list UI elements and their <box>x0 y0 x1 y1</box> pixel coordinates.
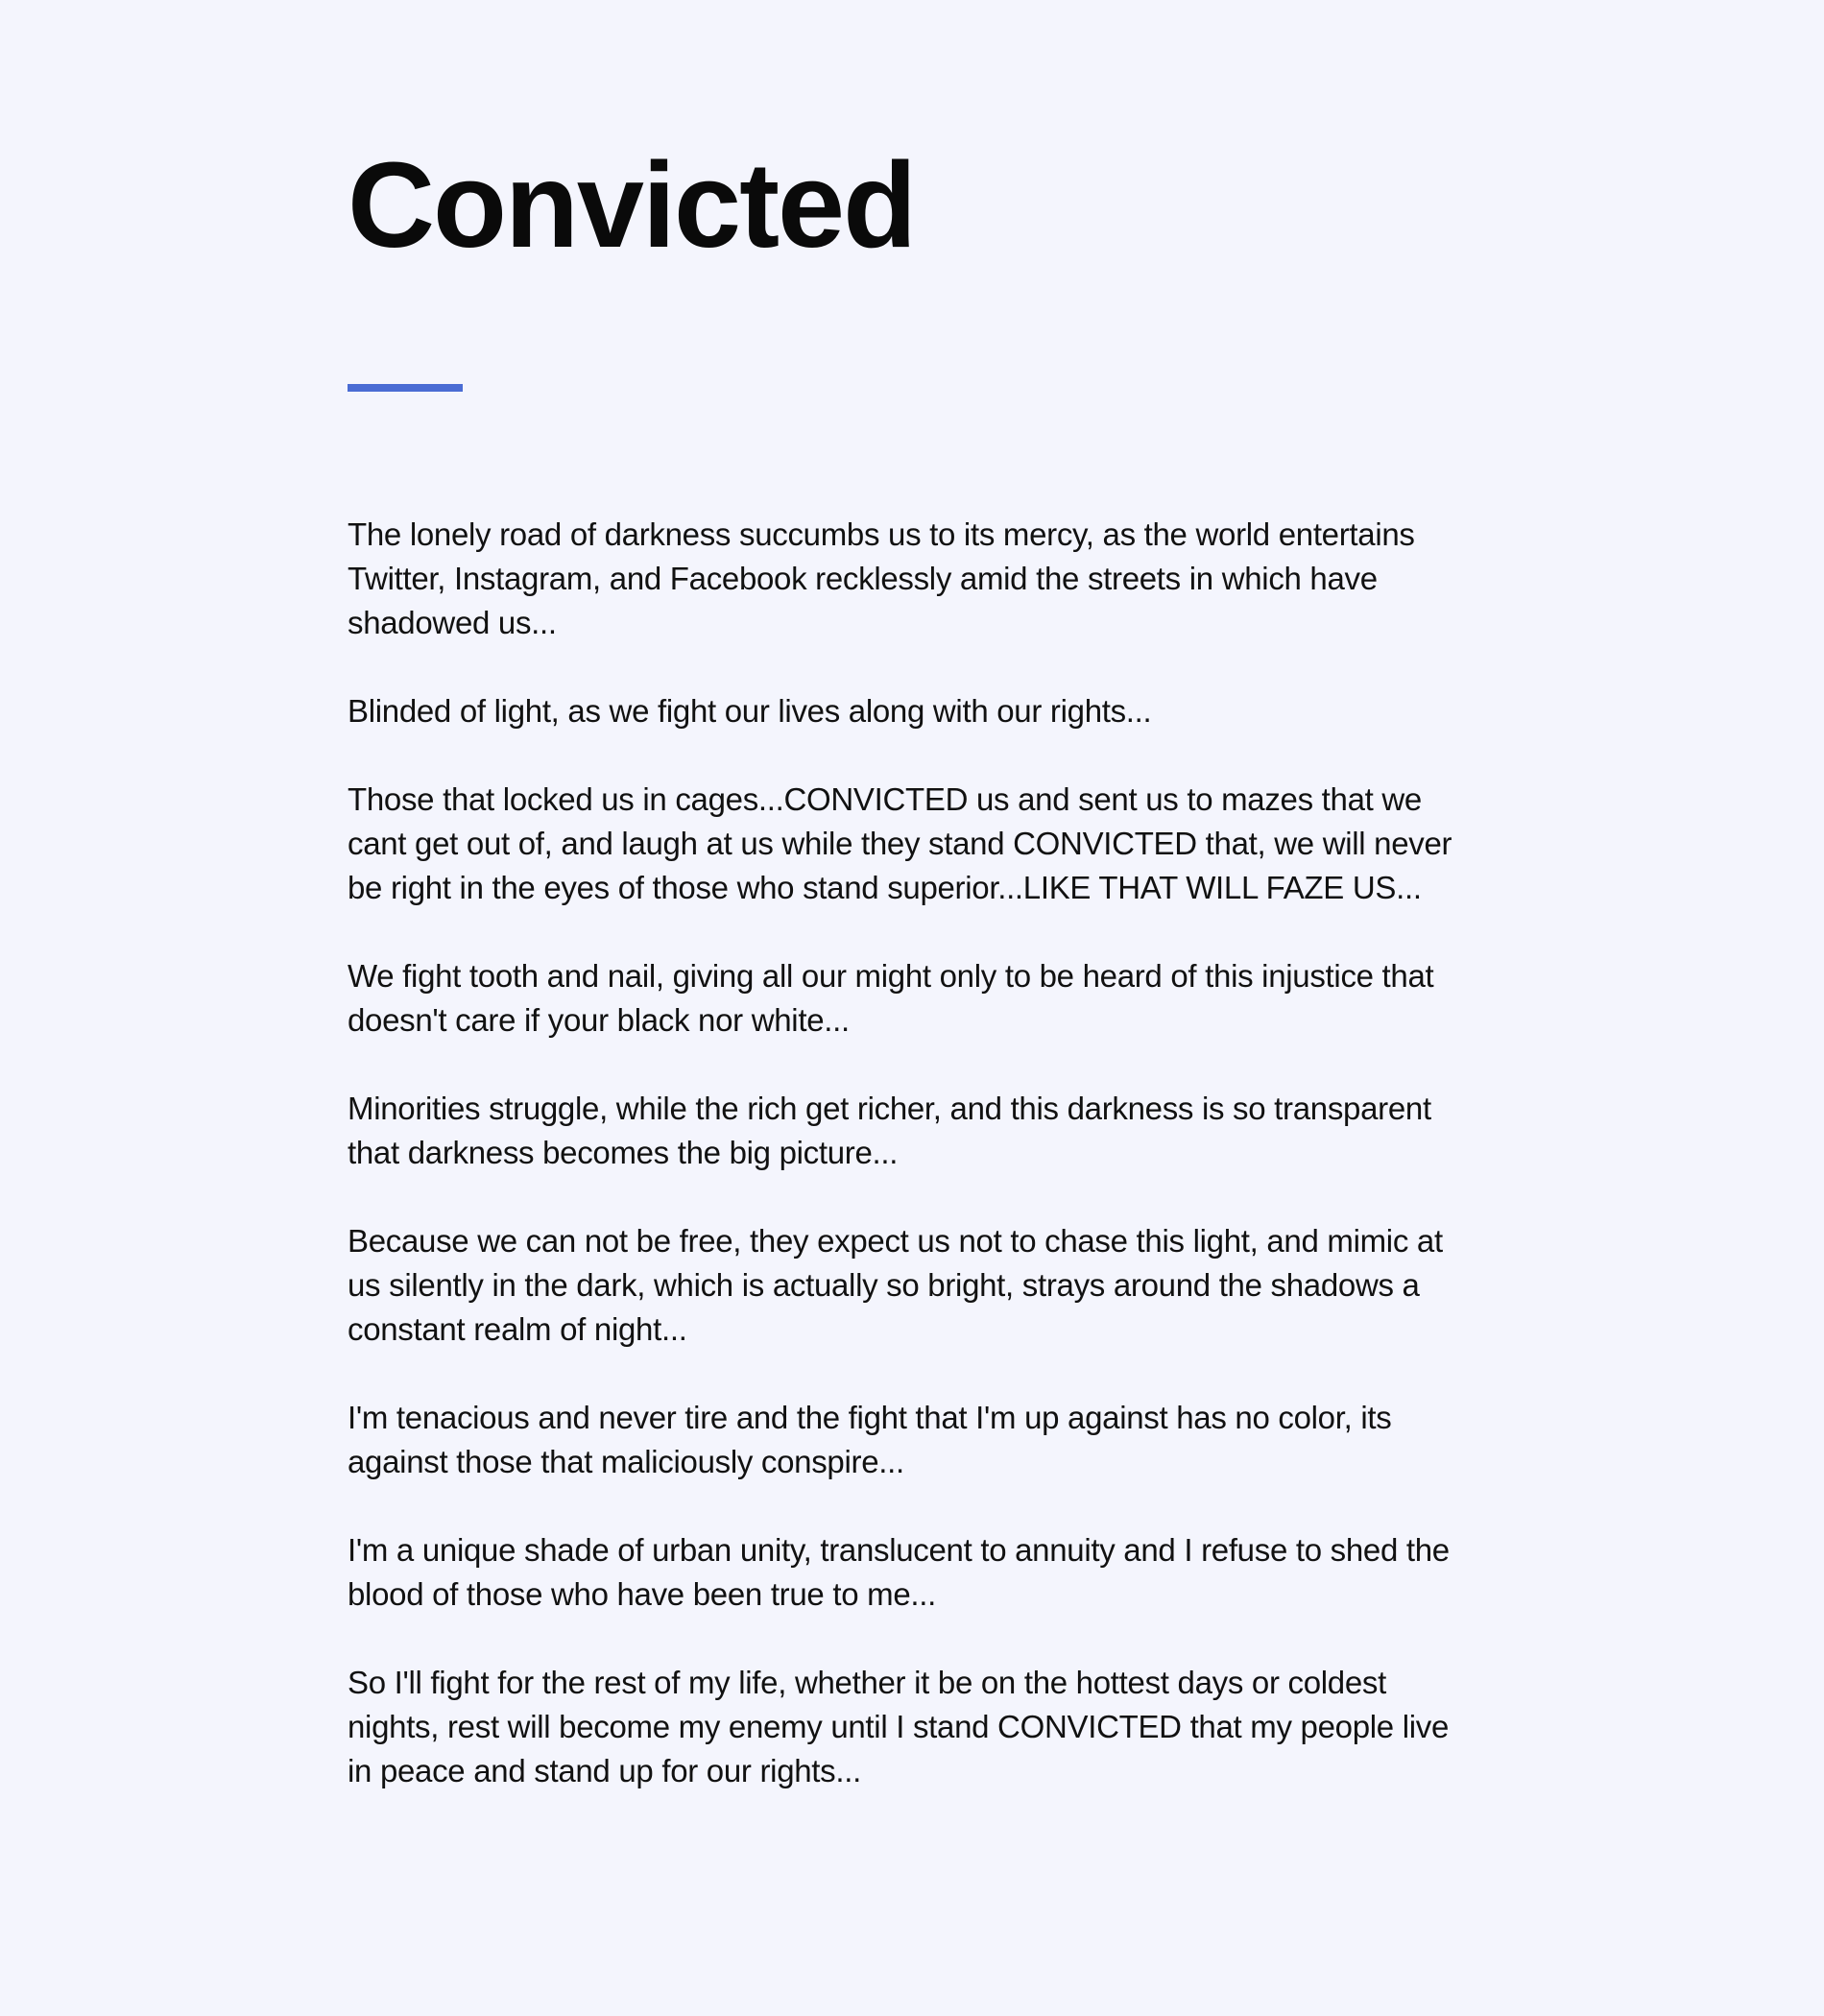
paragraph: The lonely road of darkness succumbs us to its mercy, as the world entertains Twitter, Instagram, and Facebook recklessly amid the streets in which have shadowed us... <box>348 516 1415 640</box>
paragraph: Those that locked us in cages...CONVICTED us and sent us to mazes that we cant get out of, and laugh at us while they stand CONVICTED that, we will never be right in the eyes of those who stand superior...LIKE THAT WILL FAZE US... <box>348 781 1452 905</box>
paragraph: Blinded of light, as we fight our lives along with our rights... <box>348 693 1152 729</box>
article-title: Convicted <box>348 137 916 273</box>
paragraph: I'm a unique shade of urban unity, translucent to annuity and I refuse to shed the blood of those who have been true to me... <box>348 1532 1450 1612</box>
paragraph: So I'll fight for the rest of my life, whether it be on the hottest days or coldest nights, rest will become my enemy until I stand CONVICTED that my people live in peace and stand up for our rights... <box>348 1665 1450 1788</box>
title-divider <box>348 384 463 392</box>
paragraph: Because we can not be free, they expect us not to chase this light, and mimic at us silently in the dark, which is actually so bright, strays around the shadows a constant realm of night... <box>348 1223 1443 1347</box>
paragraph: I'm tenacious and never tire and the fight that I'm up against has no color, its against those that maliciously conspire... <box>348 1400 1392 1479</box>
paragraph: We fight tooth and nail, giving all our might only to be heard of this injustice that doesn't care if your black nor white... <box>348 958 1434 1038</box>
paragraph: Minorities struggle, while the rich get richer, and this darkness is so transparent that darkness becomes the big picture... <box>348 1091 1431 1170</box>
article-body <box>348 513 1480 1793</box>
